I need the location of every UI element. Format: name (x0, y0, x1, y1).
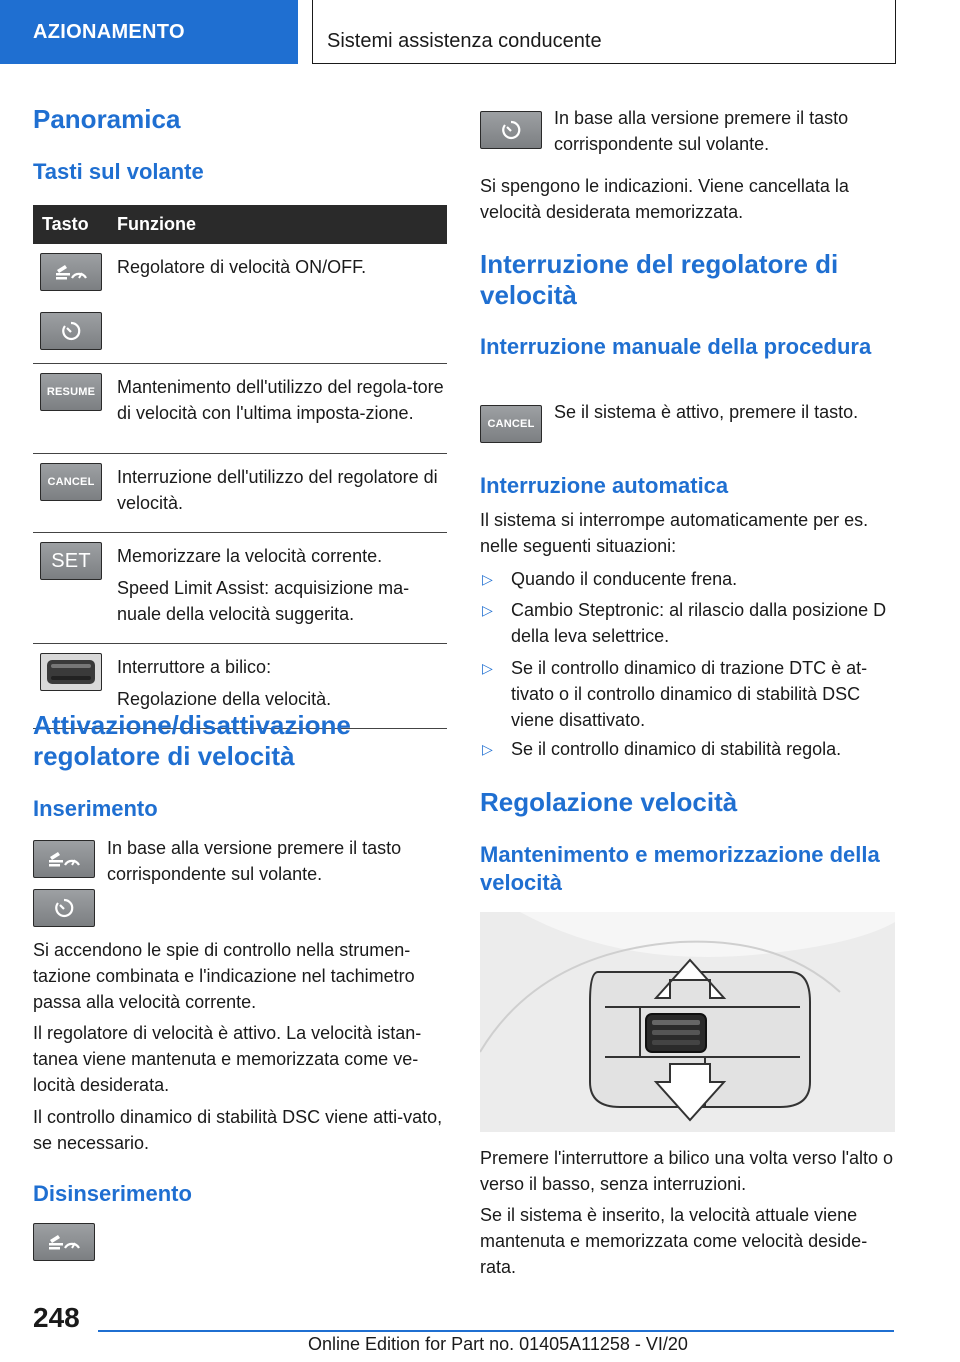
keep-speed-title: Mantenimento e memorizzazione della velocità (480, 842, 880, 895)
chapter-title: Sistemi assistenza conducente (312, 0, 896, 64)
row-function-text: Regolatore di velocità ON/OFF. (117, 257, 367, 277)
row-function-text: Interruzione dell'utilizzo del regolatore di velocità. (117, 466, 438, 513)
cruise-control-icon (46, 849, 82, 869)
row-function-text: Speed Limit Assist: acquisizione ma-nuale della velocità suggerita. (117, 577, 410, 624)
paragraph: Il regolatore di velocità è attivo. La velocità istan-tanea viene mantenuta e memorizzata come ve-locità desiderata. (33, 1023, 422, 1095)
col-header-function: Funzione (117, 205, 447, 244)
resume-label: RESUME (46, 385, 96, 398)
interruption-title: Interruzione del regolatore di velocità (480, 249, 839, 310)
set-label: SET (51, 549, 91, 572)
disinserimento-title: Disinserimento (33, 1181, 192, 1206)
rocker-switch-icon (45, 658, 97, 686)
cancel-button (40, 463, 102, 501)
cancel-button (480, 405, 542, 443)
active-text: Se il sistema è inserito, la velocità attuale viene mantenuta e memorizzata come velocità deside-rata. (480, 1205, 868, 1277)
section-tab: AZIONAMENTO (0, 0, 298, 64)
table-row (33, 363, 447, 453)
edition-label: Online Edition for Part no. 01405A11258 - VI/20 (308, 1334, 688, 1354)
cruise-control-button (40, 253, 102, 291)
press-text: Premere l'interruttore a bilico una volta verso l'alto o verso il basso, senza interruzioni. (480, 1148, 894, 1194)
bullet-triangle-icon: ▷ (482, 571, 493, 587)
row-function-text: Mantenimento dell'utilizzo del regola-tore di velocità con l'ultima imposta-zione. (117, 376, 444, 423)
table-row (33, 532, 447, 643)
cruise-limiter-button (33, 889, 95, 927)
bullet-triangle-icon: ▷ (482, 660, 493, 676)
page-number: 248 (33, 1302, 80, 1333)
steering-wheel-rocker-illustration (480, 912, 895, 1132)
speed-clock-icon (53, 897, 75, 919)
row-function-text: Interruttore a bilico: (117, 656, 272, 677)
table-row (33, 453, 447, 532)
subtitle-steering-buttons: Tasti sul volante (33, 159, 204, 184)
set-button (40, 542, 102, 580)
page-title: Panoramica (33, 104, 181, 134)
footer-divider (98, 1330, 894, 1332)
manual-interruption-title: Interruzione manuale della procedura (480, 334, 872, 359)
cruise-control-icon (53, 262, 89, 282)
row-function-text: Regolazione della velocità. (117, 688, 332, 709)
manual-text: Se il sistema è attivo, premere il tasto. (554, 402, 859, 422)
col-header-key: Tasto (33, 205, 117, 244)
bullet-triangle-icon: ▷ (482, 741, 493, 757)
speed-clock-icon (500, 119, 522, 141)
top-text: In base alla versione premere il tasto corrispondente sul volante. (554, 108, 849, 154)
inserimento-title: Inserimento (33, 796, 158, 821)
cruise-control-button (33, 1223, 95, 1261)
off-text: Si spengono le indicazioni. Viene cancellata la velocità desiderata memorizzata. (480, 176, 849, 222)
paragraph: Si accendono le spie di controllo nella strumen-tazione combinata e l'indicazione nel tachimetro passa alla velocità corrente. (33, 940, 415, 1012)
cruise-control-button (33, 840, 95, 878)
activation-title: Attivazione/disattivazione regolatore di velocità (33, 710, 351, 771)
inserimento-text: In base alla versione premere il tasto corrispondente sul volante. (107, 838, 402, 884)
speed-clock-icon (60, 320, 82, 342)
auto-interruption-title: Interruzione automatica (480, 473, 729, 498)
table-row (33, 244, 447, 363)
auto-text: Il sistema si interrompe automaticamente per es. nelle seguenti situazioni: (480, 510, 869, 556)
rocker-switch-illustration-icon (480, 912, 895, 1132)
cancel-label: CANCEL (47, 475, 95, 488)
resume-button (40, 373, 102, 411)
cruise-control-icon (46, 1232, 82, 1252)
paragraph: Il controllo dinamico di stabilità DSC viene atti-vato, se necessario. (33, 1107, 443, 1153)
bullet-triangle-icon: ▷ (482, 602, 493, 618)
rocker-switch-button (40, 653, 102, 691)
cruise-limiter-button (40, 312, 102, 350)
speed-regulation-title: Regolazione velocità (480, 787, 738, 817)
cancel-label: CANCEL (487, 418, 535, 430)
row-function-text: Memorizzare la velocità corrente. (117, 545, 383, 566)
cruise-limiter-button (480, 111, 542, 149)
steering-buttons-table (33, 205, 447, 729)
